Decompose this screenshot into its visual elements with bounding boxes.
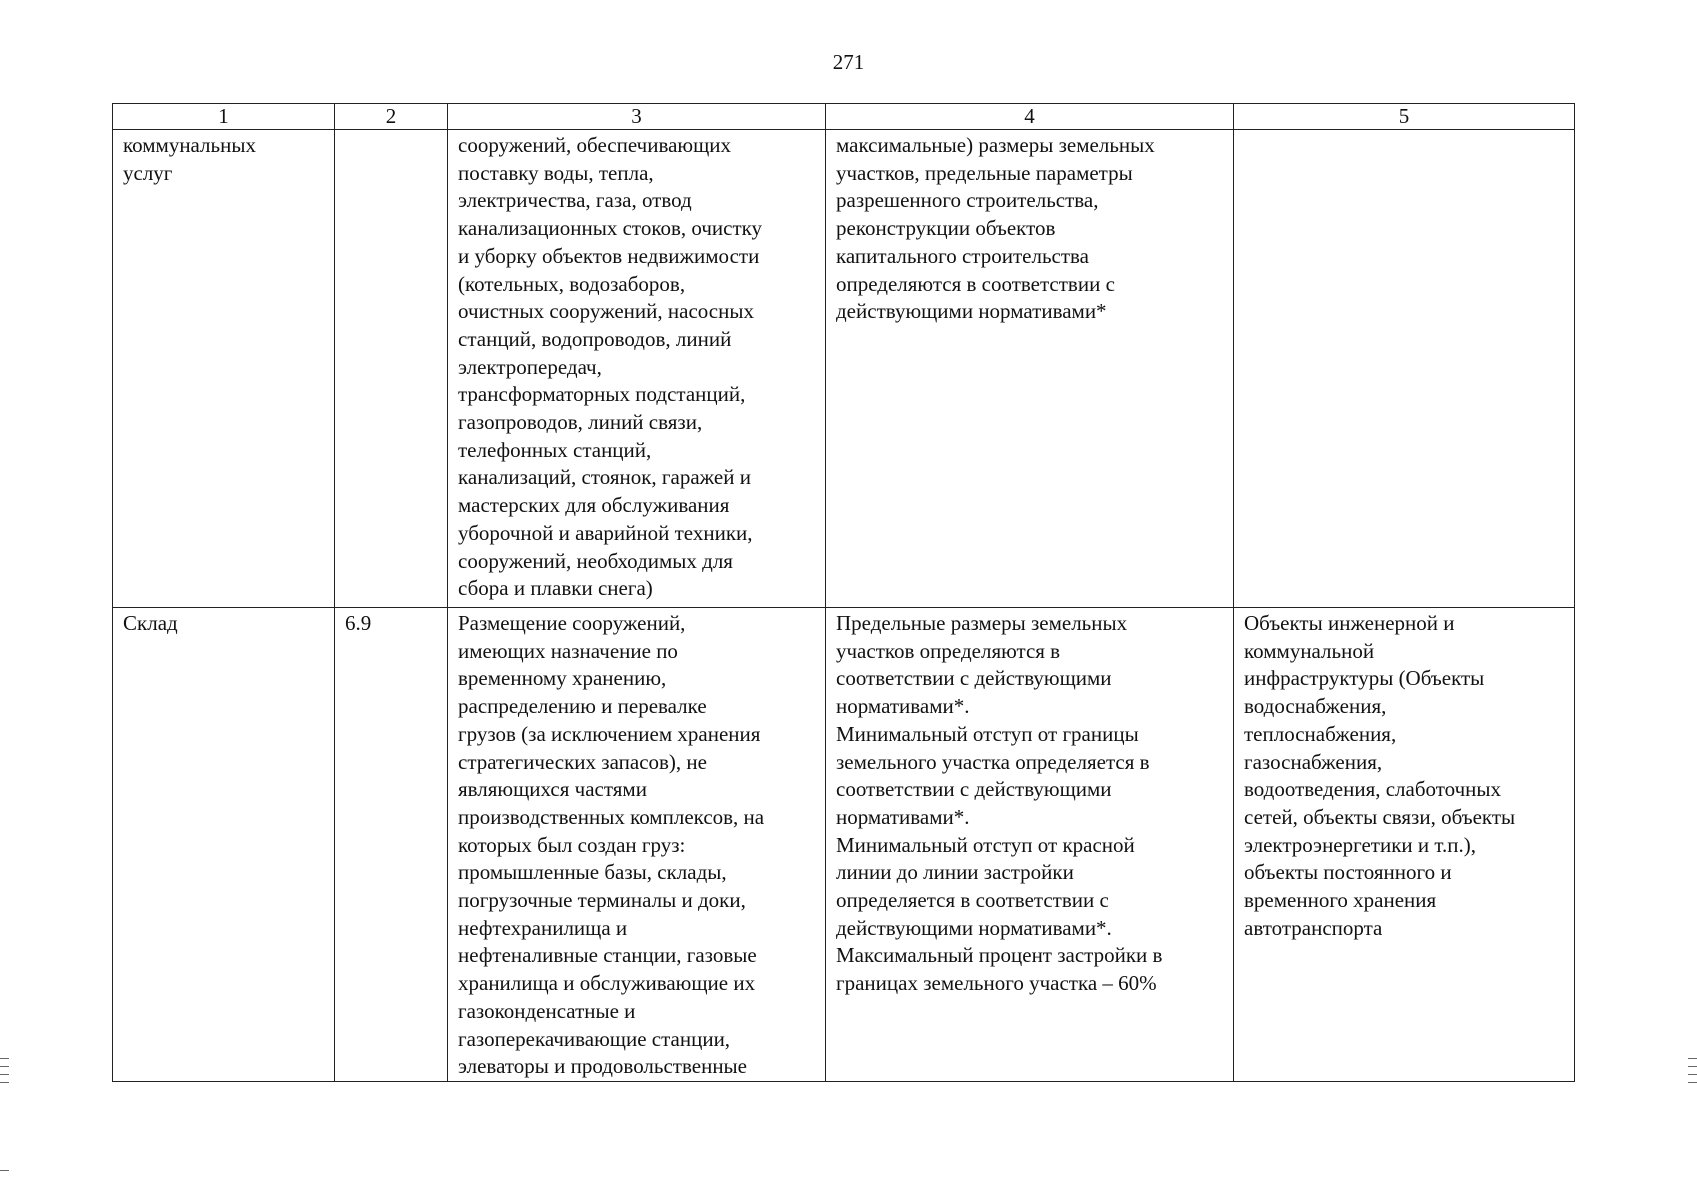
column-header-1: 1 [113, 104, 335, 130]
column-header-3: 3 [448, 104, 826, 130]
auxiliary-uses-cell [1234, 130, 1575, 608]
parameters-cell [826, 608, 1234, 1082]
left-scan-mark [0, 1170, 9, 1171]
right-scan-mark [1688, 1058, 1697, 1059]
table-header-row [113, 104, 1575, 130]
column-header-4: 4 [826, 104, 1234, 130]
table-row [113, 130, 1575, 608]
page-number: 271 [832, 50, 865, 74]
use-code-cell [335, 608, 448, 1082]
right-scan-mark [1688, 1066, 1697, 1067]
use-type-name: коммунальных услуг [123, 133, 256, 185]
left-scan-mark [0, 1066, 9, 1067]
left-scan-mark [0, 1058, 9, 1059]
auxiliary-uses-text: Объекты инженерной и коммунальной инфраструктуры (Объекты водоснабжения, теплоснабжения, газоснабжения, водоотведения, слаботочных сетей, объекты связи, объекты электроэнергетики и т.п.), объекты постоянного и временного хранения автотранспорта [1244, 611, 1516, 940]
right-scan-mark [1688, 1074, 1697, 1075]
use-code-cell [335, 130, 448, 608]
regulations-table [112, 103, 1575, 1082]
left-scan-mark [0, 1074, 9, 1075]
left-scan-mark [0, 1082, 9, 1083]
auxiliary-uses-cell [1234, 608, 1575, 1082]
use-type-cell [113, 608, 335, 1082]
table-row [113, 608, 1575, 1082]
use-description-cell [448, 130, 826, 608]
parameters-text: Предельные размеры земельных участков определяются в соответствии с действующими нормативами*. Минимальный отступ от границы земельного участка определяется в соответствии с действующими нормативами*. Минимальный отступ от красной линии до линии застройки определяется в соответствии с действующими нормативами*. Максимальный процент застройки в границах земельного участка – 60% [836, 611, 1163, 996]
use-description-cell [448, 608, 826, 1082]
use-type-cell [113, 130, 335, 608]
use-type-name: Склад [123, 611, 178, 635]
use-code: 6.9 [345, 611, 372, 635]
right-scan-mark [1688, 1082, 1697, 1083]
parameters-text: максимальные) размеры земельных участков, предельные параметры разрешенного строительства, реконструкции объектов капитального строительства определяются в соответствии с действующими нормативами* [836, 133, 1155, 324]
use-description: сооружений, обеспечивающих поставку воды, тепла, электричества, газа, отвод канализационных стоков, очистку и уборку объектов недвижимости (котельных, водозаборов, очистных сооружений, насосных станций, водопроводов, линий электропередач, трансформаторных подстанций, газопроводов, линий связи, телефонных станций, канализаций, стоянок, гаражей и мастерских для обслуживания уборочной и аварийной техники, сооружений, необходимых для сбора и плавки снега) [458, 133, 763, 601]
use-description: Размещение сооружений, имеющих назначение по временному хранению, распределению и перевалке грузов (за исключением хранения стратегических запасов), не являющихся частями производственных комплексов, на которых был создан груз: промышленные базы, склады, погрузочные терминалы и доки, нефтехранилища и нефтеналивные станции, газовые хранилища и обслуживающие их газоконденсатные и газоперекачивающие станции, элеваторы и продовольственные [458, 611, 765, 1079]
column-header-5: 5 [1234, 104, 1575, 130]
parameters-cell [826, 130, 1234, 608]
column-header-2: 2 [335, 104, 448, 130]
